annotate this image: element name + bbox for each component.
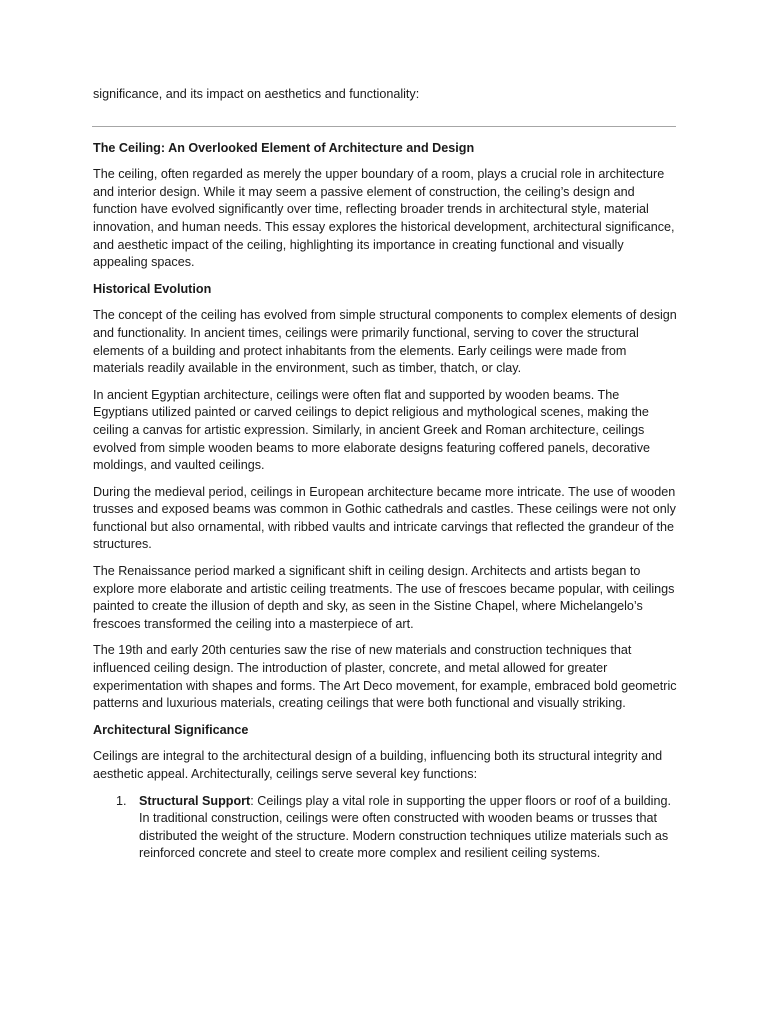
historical-paragraph-5: The 19th and early 20th centuries saw the rise of new materials and construction techniques that influenced ceiling design. The introduction of plaster, concrete, and metal allowed for greater experimentation with shapes and forms. The Art Deco movement, for example, embraced bold geometric patterns and luxurious materials, creating ceilings that were both functional and visually striking. (93, 643, 677, 711)
historical-paragraph-4: The Renaissance period marked a significant shift in ceiling design. Architects and artists began to explore more elaborate and artistic ceiling treatments. The use of frescoes became popular, with ceilings painted to create the illusion of depth and sky, as seen in the Sistine Chapel, where Michelangelo’s frescoes transformed the ceiling into a masterpiece of art. (93, 564, 675, 631)
horizontal-rule (92, 126, 676, 127)
list-item-title: Structural Support (139, 793, 251, 808)
list-item (93, 793, 678, 863)
functions-list (93, 793, 678, 863)
section-heading-historical-evolution: Historical Evolution (93, 281, 212, 296)
section-heading-architectural-significance: Architectural Significance (93, 722, 249, 737)
intro-paragraph: The ceiling, often regarded as merely the upper boundary of a room, plays a crucial role in architecture and interior design. While it may seem a passive element of construction, the ceiling’s design and function have evolved significantly over time, reflecting broader trends in architectural style, material innovation, and human needs. This essay explores the historical development, architectural significance, and aesthetic impact of the ceiling, highlighting its importance in creating functional and visually appealing spaces. (93, 167, 675, 270)
historical-paragraph-1: The concept of the ceiling has evolved from simple structural components to complex elements of design and functionality. In ancient times, ceilings were primarily functional, serving to cover the structural elements of a building and protect inhabitants from the elements. Early ceilings were made from materials readily available in the environment, such as timber, thatch, or clay. (93, 308, 677, 376)
list-item-text: : Ceilings play a vital role in supporting the upper floors or roof of a building. In traditional construction, ceilings were often constructed with wooden beams or trusses that distributed the weight of the structure. Modern construction techniques utilize materials such as reinforced concrete and steel to create more complex and resilient ceiling systems. (139, 793, 671, 861)
intro-line: significance, and its impact on aesthetics and functionality: (93, 87, 420, 101)
document-page (93, 86, 678, 863)
architectural-paragraph-1: Ceilings are integral to the architectural design of a building, influencing both its structural integrity and aesthetic appeal. Architecturally, ceilings serve several key functions: (93, 749, 663, 781)
historical-paragraph-2: In ancient Egyptian architecture, ceilings were often flat and supported by wooden beams. The Egyptians utilized painted or carved ceilings to depict religious and mythological scenes, making the ceiling a canvas for artistic expression. Similarly, in ancient Greek and Roman architecture, ceilings evolved from simple wooden beams to more elaborate designs featuring coffered panels, decorative moldings, and vaulted ceilings. (93, 387, 651, 473)
list-item-number: 1. (116, 793, 127, 808)
essay-title: The Ceiling: An Overlooked Element of Architecture and Design (93, 140, 475, 155)
historical-paragraph-3: During the medieval period, ceilings in European architecture became more intricate. The use of wooden trusses and exposed beams was common in Gothic cathedrals and castles. These ceilings were not only functional but also ornamental, with ribbed vaults and intricate carvings that reflected the grandeur of the structures. (93, 484, 676, 552)
